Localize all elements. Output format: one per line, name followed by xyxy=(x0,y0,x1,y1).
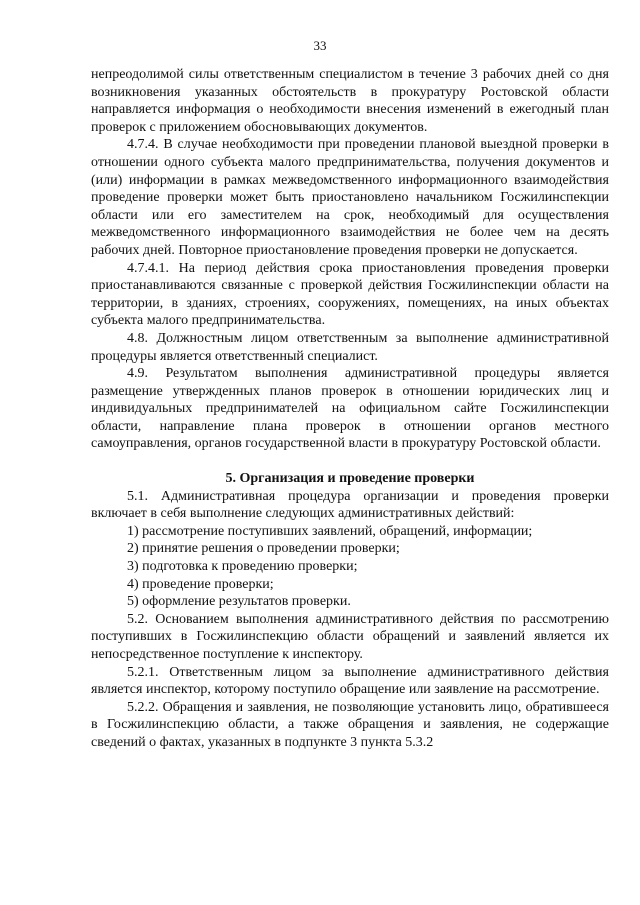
paragraph-5-2: 5.2. Основанием выполнения административного действия по рассмотрению поступивших в Госжилинспекцию области обращений и заявлений является их непосредственное поступление к инспектору. xyxy=(91,611,609,662)
paragraph-4-8: 4.8. Должностным лицом ответственным за выполнение административной процедуры является ответственный специалист. xyxy=(91,330,609,364)
paragraph-5-2-2: 5.2.2. Обращения и заявления, не позволяющие установить лицо, обратившееся в Госжилинспекцию области, а также обращения и заявления, не содержащие сведений о фактах, указанных в подпункте 3 пункта 5.3.2 xyxy=(91,699,609,750)
paragraph-5-2-1: 5.2.1. Ответственным лицом за выполнение административного действия является инспектор, которому поступило обращение или заявление на рассмотрение. xyxy=(91,664,609,698)
paragraph-4-7-4: 4.7.4. В случае необходимости при проведении плановой выездной проверки в отношении одного субъекта малого предпринимательства, получения документов и (или) информации в рамках межведомственного информационного взаимодействия проведение проверки может быть приостановлено начальником Госжилинспекции области или его заместителем на срок, необходимый для осуществления межведомственного информационного взаимодействия не более чем на десять рабочих дней. Повторное приостановление проведения проверки не допускается. xyxy=(91,137,609,258)
paragraph-4-9: 4.9. Результатом выполнения административной процедуры является размещение утвержденных планов проверок в отношении юридических лиц и индивидуальных предпринимателей на официальном сайте Госжилинспекции области, направление плана проверок в отношении органов местного самоуправления, органов государственной власти в прокуратуру Ростовской области. xyxy=(91,366,609,452)
paragraph-5-1: 5.1. Административная процедура организации и проведения проверки включает в себя выполнение следующих административных действий: xyxy=(91,488,609,522)
section-heading: 5. Организация и проведение проверки xyxy=(225,471,475,487)
document-body xyxy=(91,66,609,752)
page-number: 33 xyxy=(313,38,327,53)
list-item: 4) проведение проверки; xyxy=(127,576,274,592)
list-item: 1) рассмотрение поступивших заявлений, обращений, информации; xyxy=(127,523,533,539)
list-item: 5) оформление результатов проверки. xyxy=(127,594,351,610)
list-item: 3) подготовка к проведению проверки; xyxy=(127,559,358,575)
list-item: 2) принятие решения о проведении проверки; xyxy=(127,541,400,557)
paragraph-continuation: непреодолимой силы ответственным специалистом в течение 3 рабочих дней со дня возникновения указанных обстоятельств в прокуратуру Ростовской области направляется информация о необходимости внесения изменений в ежегодный план проверок с приложением обосновывающих документов. xyxy=(91,67,609,135)
paragraph-4-7-4-1: 4.7.4.1. На период действия срока приостановления проведения проверки приостанавливаются связанные с проверкой действия Госжилинспекции области на территории, в зданиях, строениях, сооружениях, помещениях, на иных объектах субъекта малого предпринимательства. xyxy=(91,260,609,329)
